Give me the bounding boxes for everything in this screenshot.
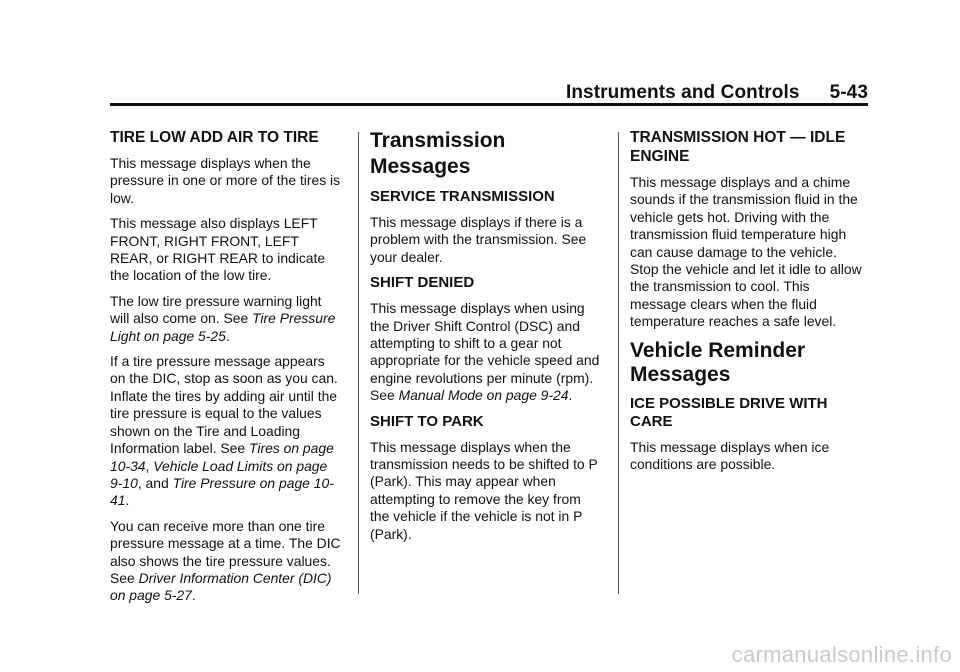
punctuation: .: [191, 587, 196, 604]
paragraph: [110, 518, 342, 605]
paragraph: This message displays and a chime sounds if the transmission fluid in the vehicle gets hot. Driving with the transmission fluid temperature high can cause damage to the vehicle. Stop the vehicle and let it idle to allow the transmission to cool. This message clears when the fluid temperature reaches a safe level.: [630, 174, 862, 330]
column-1: [110, 128, 342, 613]
subsection-heading: SHIFT DENIED: [370, 274, 475, 292]
separator-text: ,: [145, 457, 154, 474]
section-title: Vehicle Reminder Messages: [630, 338, 806, 386]
column-3: [630, 128, 862, 481]
cross-reference-link[interactable]: Driver Information Center (DIC) on page 5-27: [110, 569, 332, 604]
paragraph: This message displays when ice conditions are possible.: [630, 438, 830, 473]
subsection-heading: SERVICE TRANSMISSION: [370, 188, 555, 205]
column-2: [370, 128, 602, 551]
page-header: [110, 82, 868, 104]
paragraph: [110, 353, 342, 510]
separator-text: , and: [137, 474, 173, 491]
column-divider: [358, 132, 359, 594]
cross-reference-link[interactable]: Vehicle Load Limits on page 9-10: [110, 457, 328, 491]
punctuation: .: [225, 327, 230, 344]
paragraph: This message also displays LEFT FRONT, RIGHT FRONT, LEFT REAR, or RIGHT REAR to indicate the location of the low tire.: [110, 215, 326, 284]
section-heading: TIRE LOW ADD AIR TO TIRE: [110, 129, 319, 146]
page-number: 5-43: [829, 82, 868, 103]
paragraph-text: This message displays when using the Driver Shift Control (DSC) and attempting to shift to a gear not appropriate for the vehicle speed and engine revolutions per minute (rpm). See: [370, 300, 600, 404]
paragraph-text: The low tire pressure warning light will also come on. See: [110, 292, 322, 327]
paragraph: [370, 300, 602, 404]
subsection-heading: SHIFT TO PARK: [370, 412, 484, 430]
paragraph-text: If a tire pressure message appears on the DIC, stop as soon as you can. Inflate the tires by adding air until the tire pressure is equal to the values shown on the Tire and Loading Information label. See: [110, 353, 338, 457]
section-title: Instruments and Controls: [565, 82, 800, 103]
paragraph: [110, 293, 342, 345]
punctuation: .: [568, 387, 573, 404]
section-heading: TRANSMISSION HOT — IDLE ENGINE: [630, 129, 846, 165]
punctuation: .: [125, 492, 130, 509]
cross-reference-link[interactable]: Manual Mode on page 9-24: [398, 387, 569, 404]
paragraph: This message displays if there is a problem with the transmission. See your dealer.: [370, 214, 587, 265]
column-divider: [618, 132, 619, 594]
header-rule: [110, 103, 868, 106]
cross-reference-link[interactable]: Tire Pressure Light on page 5-25: [110, 310, 336, 344]
paragraph: This message displays when the pressure in one or more of the tires is low.: [110, 155, 341, 206]
subsection-heading: ICE POSSIBLE DRIVE WITH CARE: [630, 394, 828, 430]
cross-reference-link[interactable]: Tires on page 10-34: [110, 440, 334, 474]
section-title: Transmission Messages: [370, 129, 506, 178]
paragraph-text: You can receive more than one tire pressure message at a time. The DIC also shows the tire pressure values. See: [110, 517, 341, 586]
paragraph: This message displays when the transmission needs to be shifted to P (Park). This may appear when attempting to remove the key from the vehicle if the vehicle is not in P (Park).: [370, 438, 598, 542]
cross-reference-link[interactable]: Tire Pressure on page 10-41: [110, 474, 334, 509]
watermark: carmanualsonline.info: [731, 642, 952, 667]
